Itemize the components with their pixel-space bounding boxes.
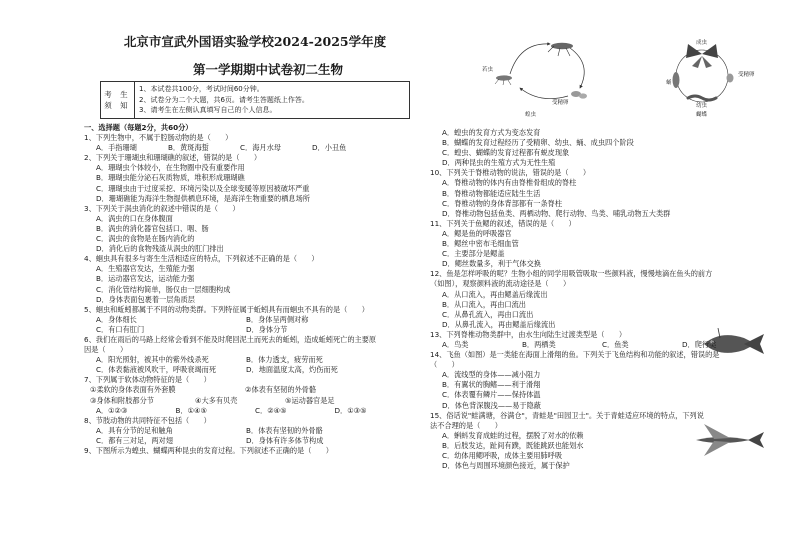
option[interactable]: B．体力透支，疲劳而死 [246, 355, 323, 365]
option[interactable]: C．体表覆有鳞片——保持体温 [442, 390, 541, 400]
question-15-cont: 法不合理的是（ ） [430, 420, 502, 430]
option[interactable]: B．两栖类 [522, 339, 556, 349]
option[interactable]: C．幼体用鳃呼吸，成体主要用肺呼吸 [442, 451, 563, 460]
option[interactable]: C．消化管结构简单，肠仅由一层细胞构成 [96, 284, 231, 294]
question-9: 9、下图所示为蝗虫、蝴蝶两种昆虫的发育过程。下列叙述不正确的是（ ） [84, 446, 333, 455]
option[interactable]: B．黄斑海蜇 [168, 143, 209, 153]
question-6-cont: 因是（ ） [84, 345, 128, 355]
label-nymph: 若虫 [482, 67, 494, 73]
question-6-options [84, 355, 414, 365]
option[interactable]: D．身体表面包裹着一层角质层 [96, 294, 195, 304]
notice-items [135, 82, 313, 118]
statement: ③身体和附肢都分节 [90, 395, 154, 405]
question-13-options [430, 340, 780, 350]
option[interactable]: D．两种昆虫的生殖方式为无性生殖 [442, 158, 556, 168]
locust-nymph-icon [495, 75, 512, 85]
question-5: 5、蛔虫和蚯蚓都属于不同的动物类群。下列特征属于蚯蚓具有而蛔虫不具有的是（ ） [84, 304, 369, 314]
option[interactable]: C．都有三对足，两对翅 [96, 435, 173, 445]
question-7: 7、下列属于软体动物特征的是（ ） [84, 375, 211, 385]
question-8-options [84, 426, 414, 436]
option[interactable]: B．珊瑚虫能分泌石灰质物质，堆积形成珊瑚礁 [96, 173, 245, 183]
option[interactable]: A．①②③ [96, 405, 128, 415]
option[interactable]: C．脊椎动物的身体背部都有一条脊柱 [442, 198, 563, 208]
option[interactable]: C．海月水母 [240, 143, 281, 153]
question-14-cont: （ ） [430, 360, 459, 370]
option[interactable]: B．脊椎动物都能适应陆生生活 [442, 188, 541, 198]
option[interactable]: A．珊瑚虫个体较小，在生物圈中没有重要作用 [96, 163, 245, 173]
question-6-options [84, 365, 414, 375]
question-4: 4、蛔虫具有很多与寄生生活相适应的特点，下列叙述不正确的是（ ） [84, 254, 319, 264]
option[interactable]: A．生殖器官发达，生殖能力强 [96, 264, 195, 274]
statement: ④大多有贝壳 [195, 395, 238, 405]
option[interactable]: C．鱼类 [602, 339, 629, 349]
butterfly-adult-icon [686, 44, 718, 68]
question-7-statements [84, 396, 414, 406]
statement: ①柔软的身体表面有外套膜 [90, 385, 176, 395]
question-15: 15、俗话说"蛙满塘，谷满仓"，青蛙是"田园卫士"。关于青蛙适应环境的特点，下列说 [430, 410, 704, 420]
question-8-options [84, 436, 414, 446]
label-egg-butterfly: 受精卵 [738, 72, 755, 78]
option[interactable]: D．鳃丝数量多，利于气体交换 [442, 259, 541, 269]
option[interactable]: C．体表黏液被风吹干，呼吸衰竭而死 [96, 365, 217, 375]
exam-title-line2: 第一学期期中试卷初二生物 [192, 62, 343, 77]
question-5-options [84, 315, 414, 325]
option[interactable]: A．身体细长 [96, 314, 137, 324]
locust-adult-icon [548, 43, 573, 56]
option[interactable]: A．涡虫的口在身体腹面 [96, 213, 173, 223]
question-1-options [84, 143, 414, 153]
option[interactable]: B．蝴蝶的发育过程经历了受精卵、幼虫、蛹、成虫四个阶段 [442, 138, 634, 148]
option[interactable]: B．体表有坚韧的外骨骼 [246, 425, 323, 435]
label-adult: 成虫 [696, 40, 708, 46]
option[interactable]: A．手指珊瑚 [96, 143, 137, 153]
option[interactable]: B．有翼状的胸鳍——利于滑翔 [442, 380, 541, 390]
option[interactable]: D．①③⑤ [334, 405, 367, 415]
option[interactable]: D．从鼻孔流入，再由鳃盖后缘流出 [442, 319, 556, 329]
option[interactable]: B．后肢发达，趾间有蹼，既能跳跃也能划水 [442, 440, 584, 450]
option[interactable]: D．体色背深腹浅——易于隐蔽 [442, 400, 541, 410]
option[interactable]: A．从口流入，再由鳃盖后缘流出 [442, 289, 548, 299]
question-13: 13、下列脊椎动物类群中，由水生向陆生过渡类型是（ ） [430, 329, 627, 339]
option[interactable]: A．具有分节的足和触角 [96, 425, 173, 435]
notice-item: 3、请考生在左侧认真填写自己的个人信息。 [139, 106, 277, 114]
option[interactable]: D．珊瑚礁能为海洋生物提供栖息环境，是海洋生物重要的栖息场所 [96, 193, 310, 203]
option[interactable]: A．阳光照射，被其中的紫外线杀死 [96, 355, 209, 365]
option[interactable]: A．蝌蚪发育成蛙的过程，摆脱了对水的依赖 [442, 430, 584, 440]
question-6: 6、我们在雨后的马路上经常会看到不能及时爬回泥土而死去的蚯蚓，造成蚯蚓死亡的主要原 [84, 334, 377, 344]
option[interactable]: C．涡虫的食物是在肠内消化的 [96, 234, 195, 244]
option[interactable]: D．小丑鱼 [312, 143, 347, 153]
notice-item: 1、本试卷共100分，考试时间60分钟。 [139, 85, 264, 93]
right-questions [430, 128, 780, 471]
question-10: 10、下列关于脊椎动物的说法，错误的是（ ） [430, 168, 591, 178]
option[interactable]: D．脊椎动物包括鱼类、两栖动物、爬行动物、鸟类、哺乳动物五大类群 [442, 208, 671, 218]
insect-lifecycle-figure [480, 36, 750, 121]
butterfly-larva-icon [688, 96, 716, 100]
exam-title-line1: 北京市宣武外国语实验学校2024-2025学年度 [123, 34, 387, 49]
question-3: 3、下列关于涡虫消化的叙述中错误的是（ ） [84, 203, 240, 213]
label-pupa: 蛹 [666, 80, 672, 86]
option[interactable]: D．消化后的食物残渣从涡虫的肛门排出 [96, 244, 224, 254]
question-12: 12、鱼是怎样呼吸的呢？生物小组的同学用吸管吸取一些颜料液，慢慢地滴在鱼头的前方 [430, 269, 713, 279]
option[interactable]: A．鳃是鱼的呼吸器官 [442, 228, 512, 238]
option[interactable]: D．爬行类 [682, 339, 717, 349]
option[interactable]: B．①④⑤ [175, 405, 207, 415]
label-butterfly: 蝴蝶 [696, 112, 708, 118]
option[interactable]: B．涡虫的消化器官包括口、咽、肠 [96, 223, 209, 233]
option[interactable]: D．身体分节 [246, 324, 288, 334]
label-larva: 幼虫 [696, 103, 708, 109]
option[interactable]: D．身体有许多体节构成 [246, 435, 324, 445]
option[interactable]: A．流线型的身体——减小阻力 [442, 370, 541, 380]
question-12-cont: （如图），观察颜料液的流动途径是（ ） [430, 279, 571, 289]
option[interactable]: C．珊瑚虫由于过度采挖、环境污染以及全球变暖等原因被破坏严重 [96, 183, 310, 193]
question-8: 8、节肢动物的共同特征不包括（ ） [84, 415, 211, 425]
option[interactable]: C．②④⑤ [255, 405, 287, 415]
left-questions [84, 123, 414, 456]
question-5-options [84, 325, 414, 335]
statement: ②体表有坚韧的外骨骼 [245, 385, 317, 395]
option[interactable]: B．身体呈两侧对称 [246, 314, 309, 324]
option[interactable]: D．体色与周围环境颜色接近，属于保护 [442, 461, 570, 471]
butterfly-egg-icon [727, 74, 734, 83]
option[interactable]: A．脊椎动物的体内有由脊椎骨组成的脊柱 [442, 178, 577, 188]
statement: ⑤运动器官是足 [285, 395, 335, 405]
question-7-options [84, 406, 414, 416]
option[interactable]: C．有口有肛门 [96, 324, 145, 334]
butterfly-cycle [673, 44, 734, 102]
option[interactable]: C．蝗虫、蝴蝶的发育过程都有蜕皮现象 [442, 148, 570, 158]
locust-egg-icon [571, 91, 587, 99]
question-7-statements [84, 385, 414, 395]
label-egg-locust: 受精卵 [552, 100, 569, 106]
notice-item: 2、试卷分为二个大题，共6页。请考生答题纸上作答。 [139, 95, 309, 104]
option[interactable]: A．鸟类 [442, 339, 469, 349]
option[interactable]: C．从鼻孔流入，再由口流出 [442, 309, 534, 319]
question-2: 2、下列关于珊瑚虫和珊瑚礁的叙述，错误的是（ ） [84, 153, 262, 163]
option[interactable]: C．主要部分是鳃盖 [442, 249, 505, 259]
exam-notice-box [100, 81, 410, 119]
locust-cycle [495, 43, 587, 99]
option[interactable]: B．运动器官发达，运动能力强 [96, 274, 195, 284]
question-1: 1、下列生物中，不属于腔肠动物的是（ ） [84, 133, 233, 143]
option[interactable]: A．蝗虫的发育方式为变态发育 [442, 128, 541, 137]
option[interactable]: D．地面温度太高，灼伤而死 [246, 365, 338, 375]
option[interactable]: B．鳃丝中密布毛细血管 [442, 239, 519, 249]
label-locust: 蝗虫 [525, 112, 537, 118]
option[interactable]: B．从口流入，再由口流出 [442, 299, 526, 309]
notice-label: 考 生 须 知 [101, 82, 135, 118]
question-11: 11、下列关于鱼鳃的叙述，错误的是（ ） [430, 218, 576, 228]
question-14: 14、飞鱼（如图）是一类能在海面上滑翔的鱼。下列关于飞鱼结构和功能的叙述，错误的是 [430, 350, 720, 360]
butterfly-pupa-icon [673, 72, 680, 88]
section-heading: 一、选择题（每题2分，共60分） [84, 123, 193, 132]
